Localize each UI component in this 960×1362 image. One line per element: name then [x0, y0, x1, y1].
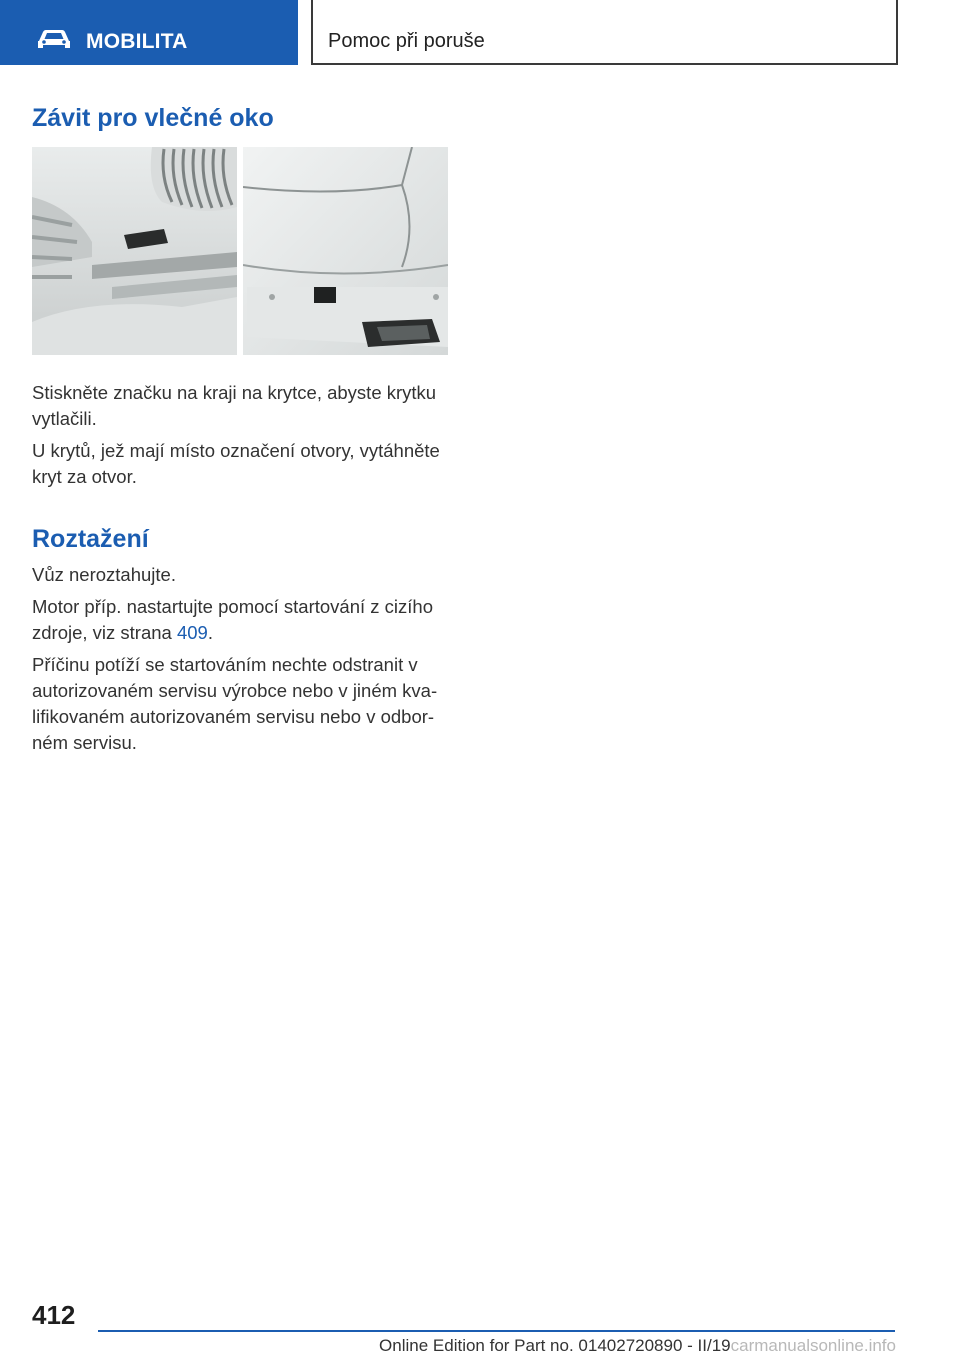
header-section-tab — [0, 0, 298, 65]
section-label: MOBILITA — [86, 30, 188, 53]
paragraph-jump-start: Motor příp. nastartujte pomocí startování z cizího zdroje, viz strana 409. — [32, 596, 434, 643]
paragraph-press-mark: Stiskněte značku na kraji na krytce, abyste krytku vytlačili. — [32, 382, 437, 429]
paragraph-pull-cover: U krytů, jež mají místo označení otvory, vytáhněte kryt za otvor. — [32, 440, 440, 487]
watermark: carmanualsonline.info — [730, 1336, 896, 1355]
footer-edition — [379, 1336, 896, 1356]
paragraph-no-tow-start: Vůz neroztahujte. — [32, 564, 176, 585]
chapter-header — [311, 0, 898, 65]
car-icon — [36, 27, 72, 51]
jump-start-text: Motor příp. nastartujte pomocí startování z cizího zdroje, viz strana — [32, 596, 434, 643]
page-ref-link[interactable]: 409 — [176, 622, 208, 643]
paragraph-service: Příčinu potíží se startováním nechte odstranit v autorizovaném servisu výrobce nebo v jiném kva-lifikovaném autorizovaném servisu nebo v odbor-ném servisu. — [32, 654, 438, 753]
edition-text: Online Edition for Part no. 01402720890 - II/19 — [379, 1336, 731, 1355]
footer-divider — [98, 1330, 895, 1332]
chapter-title: Pomoc při poruše — [328, 30, 485, 52]
section-heading-tow-eye: Závit pro vlečné oko — [32, 104, 274, 132]
page-number: 412 — [32, 1300, 76, 1330]
tow-eye-cover-illustration — [32, 147, 448, 355]
section-heading-tow-start: Roztažení — [32, 525, 149, 553]
